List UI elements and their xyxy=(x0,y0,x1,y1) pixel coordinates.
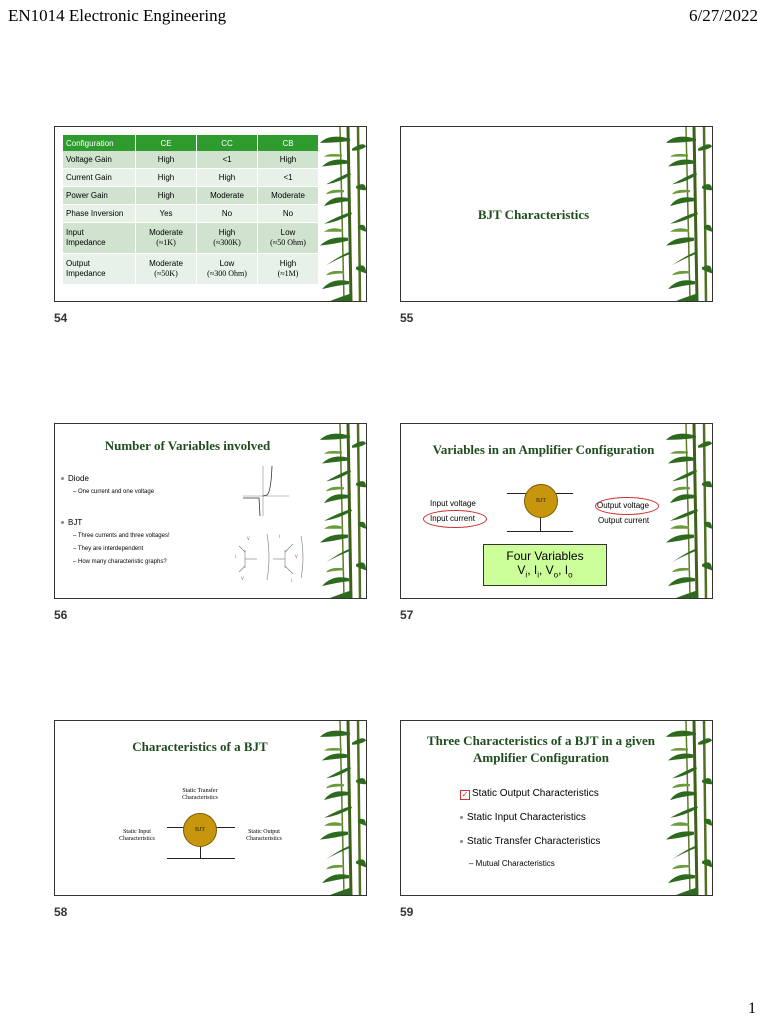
list-item xyxy=(460,812,586,823)
label-line: Static Transfer xyxy=(182,788,218,794)
bamboo-decoration xyxy=(318,424,366,598)
table-cell: High xyxy=(136,169,197,187)
cell-line: Low xyxy=(280,228,296,237)
table-cell: Current Gain xyxy=(63,169,136,187)
transfer-characteristics-label xyxy=(165,788,235,802)
item-text: Static Input Characteristics xyxy=(467,812,586,823)
table-cell: No xyxy=(197,205,258,223)
cell-line: High xyxy=(279,259,297,268)
table-cell: Moderate xyxy=(258,187,319,205)
table-cell: Voltage Gain xyxy=(63,151,136,169)
header-date: 6/27/2022 xyxy=(689,6,758,25)
slide-number: 55 xyxy=(400,311,414,325)
bullet-text: BJT xyxy=(68,518,83,527)
var-symbol: I xyxy=(564,563,569,577)
table-header: Configuration xyxy=(63,135,136,151)
cell-line: Low xyxy=(219,259,235,268)
bamboo-decoration xyxy=(664,721,712,895)
table-header: CB xyxy=(258,135,319,151)
output-voltage-label: Output voltage xyxy=(597,501,650,510)
var-symbol: V xyxy=(545,563,554,577)
cell-line: (≈50K) xyxy=(154,269,178,278)
table-cell xyxy=(197,254,258,285)
configuration-table xyxy=(63,135,319,285)
table-cell xyxy=(136,223,197,254)
bjt-symbol: BJT xyxy=(524,484,558,518)
slide-number: 57 xyxy=(400,608,414,622)
slide-title: Number of Variables involved xyxy=(104,438,271,453)
separator: , xyxy=(558,563,565,577)
bullet-dot xyxy=(460,816,463,819)
slide-number: 54 xyxy=(54,311,68,325)
cell-line: (≈1M) xyxy=(277,269,299,278)
slide-title: Characteristics of a BJT xyxy=(132,739,268,754)
input-voltage-label: Input voltage xyxy=(430,499,476,508)
var-subscript: o xyxy=(553,570,559,580)
list-item xyxy=(460,836,600,847)
cell-line: (≈1K) xyxy=(156,238,176,247)
svg-text:I: I xyxy=(235,554,237,559)
cell-line: (≈300 Ohm) xyxy=(207,269,247,278)
slide-55 xyxy=(400,126,713,302)
var-symbol: V xyxy=(517,563,526,577)
cell-line: (≈300K) xyxy=(213,238,241,247)
table-cell: Moderate xyxy=(197,187,258,205)
table-header: CC xyxy=(197,135,258,151)
output-current-label: Output current xyxy=(598,516,650,525)
svg-text:I: I xyxy=(291,578,293,583)
table-cell: Phase Inversion xyxy=(63,205,136,223)
checkbox-icon: ✓ xyxy=(461,790,469,799)
bjt-circuit-sketch xyxy=(231,528,313,584)
slide-57 xyxy=(400,423,713,599)
separator: , xyxy=(538,563,546,577)
cell-line: Impedance xyxy=(66,269,106,278)
table-row xyxy=(63,187,319,205)
table-row xyxy=(63,254,319,285)
table-header: CE xyxy=(136,135,197,151)
sub-bullet: – Mutual Characteristics xyxy=(469,859,555,868)
four-variables-list xyxy=(484,563,606,579)
bamboo-decoration xyxy=(664,127,712,301)
bullet-dot xyxy=(460,840,463,843)
table-cell xyxy=(258,254,319,285)
cell-line: (≈50 Ohm) xyxy=(270,238,306,247)
slide-number: 59 xyxy=(400,905,414,919)
table-cell xyxy=(63,223,136,254)
ground-line xyxy=(167,858,235,859)
table-cell: High xyxy=(258,151,319,169)
cell-line: Impedance xyxy=(66,238,106,247)
bullet-bjt xyxy=(61,518,82,527)
bullet-text: Diode xyxy=(68,474,89,483)
table-cell: High xyxy=(136,151,197,169)
input-current-label: Input current xyxy=(430,514,475,523)
slide-56 xyxy=(54,423,367,599)
header-course: EN1014 Electronic Engineering xyxy=(8,6,227,25)
svg-text:I: I xyxy=(279,534,281,539)
table-cell xyxy=(258,223,319,254)
slide-54 xyxy=(54,126,367,302)
title-line: Amplifier Configuration xyxy=(473,750,609,765)
var-subscript: i xyxy=(525,570,528,580)
table-cell: High xyxy=(136,187,197,205)
slide-58 xyxy=(54,720,367,896)
label-line: Characteristics xyxy=(119,836,155,842)
table-cell: Power Gain xyxy=(63,187,136,205)
output-characteristics-label xyxy=(231,829,297,843)
label-line: Characteristics xyxy=(246,836,282,842)
cell-line: Moderate xyxy=(149,259,183,268)
table-cell: High xyxy=(197,169,258,187)
item-text: Static Transfer Characteristics xyxy=(467,836,601,847)
input-characteristics-label xyxy=(107,829,167,843)
title-line: Three Characteristics of a BJT in a given xyxy=(426,733,656,748)
var-symbol: I xyxy=(533,563,538,577)
input-current-highlight xyxy=(423,510,487,528)
table-cell xyxy=(136,254,197,285)
bullet-dot xyxy=(61,477,64,480)
output-voltage-highlight xyxy=(595,497,659,515)
bjt-symbol: BJT xyxy=(183,813,217,847)
table-cell xyxy=(197,223,258,254)
table-row xyxy=(63,151,319,169)
table-row xyxy=(63,169,319,187)
bullet-diode xyxy=(61,474,89,483)
label-line: Characteristics xyxy=(182,795,218,801)
four-variables-title: Four Variables xyxy=(506,549,584,563)
ground-line xyxy=(507,531,573,532)
table-row xyxy=(63,223,319,254)
slide-title: Variables in an Amplifier Configuration xyxy=(432,442,655,457)
bamboo-decoration xyxy=(318,721,366,895)
cell-line: Output xyxy=(66,259,91,268)
table-cell: <1 xyxy=(258,169,319,187)
cell-line: Moderate xyxy=(149,228,183,237)
table-cell xyxy=(63,254,136,285)
sub-bullet: – Three currents and three voltages! xyxy=(73,533,170,539)
sub-bullet: – One current and one voltage xyxy=(73,489,155,495)
svg-text:V: V xyxy=(241,576,244,581)
item-text: Static Output Characteristics xyxy=(472,788,599,799)
bamboo-decoration xyxy=(318,127,366,301)
sub-bullet: – How many characteristic graphs? xyxy=(73,559,167,565)
svg-text:V: V xyxy=(247,536,250,541)
label-line: Static Output xyxy=(248,829,280,835)
label-line: Static Input xyxy=(123,829,151,835)
slide-title xyxy=(401,732,681,766)
var-subscript: o xyxy=(568,570,573,580)
cell-line: High xyxy=(218,228,236,237)
diode-iv-graph xyxy=(239,462,291,518)
slide-number: 56 xyxy=(54,608,68,622)
slide-59 xyxy=(400,720,713,896)
table-cell: <1 xyxy=(197,151,258,169)
separator: , xyxy=(527,563,534,577)
svg-text:V: V xyxy=(295,554,298,559)
list-item xyxy=(460,788,599,799)
var-subscript: i xyxy=(537,570,539,580)
table-cell: Yes xyxy=(136,205,197,223)
bamboo-decoration xyxy=(664,424,712,598)
slide-title: BJT Characteristics xyxy=(477,207,590,222)
table-row xyxy=(63,205,319,223)
bullet-dot xyxy=(61,521,64,524)
cell-line: Input xyxy=(66,228,84,237)
table-cell: No xyxy=(258,205,319,223)
slide-number: 58 xyxy=(54,905,68,919)
four-variables-box xyxy=(483,544,607,586)
sub-bullet: – They are interdependent xyxy=(73,546,144,552)
page-number: 1 xyxy=(748,1000,756,1017)
